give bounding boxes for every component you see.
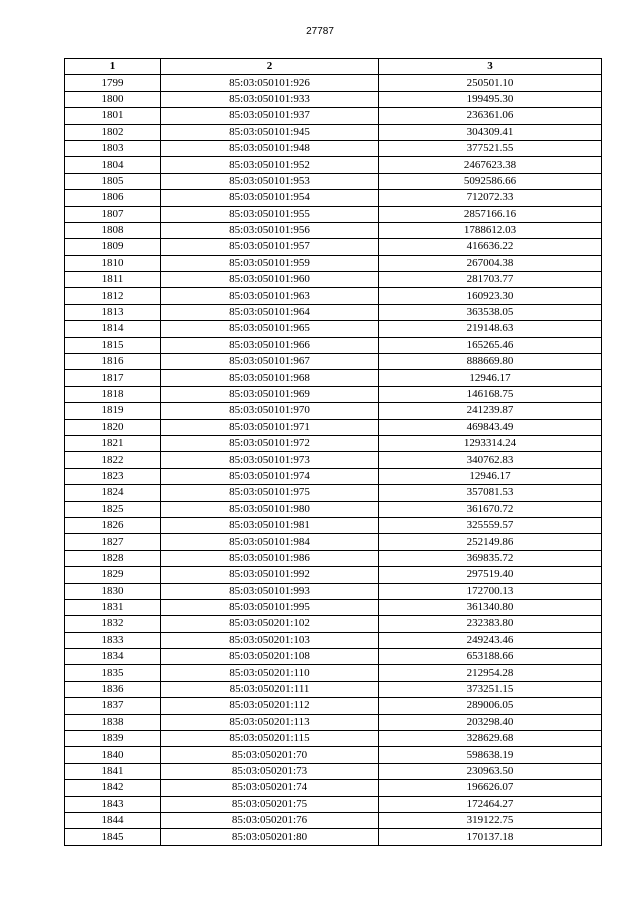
value-cell: 230963.50 <box>379 763 602 779</box>
value-cell: 236361.06 <box>379 108 602 124</box>
row-number-cell: 1841 <box>65 763 161 779</box>
value-cell: 357081.53 <box>379 485 602 501</box>
row-number-cell: 1840 <box>65 747 161 763</box>
row-number-cell: 1806 <box>65 190 161 206</box>
table-row <box>65 632 602 648</box>
value-cell: 328629.68 <box>379 731 602 747</box>
value-cell: 340762.83 <box>379 452 602 468</box>
table-row <box>65 124 602 140</box>
value-cell: 196626.07 <box>379 780 602 796</box>
cadastral-number-cell: 85:03:050101:970 <box>161 403 379 419</box>
row-number-cell: 1812 <box>65 288 161 304</box>
value-cell: 304309.41 <box>379 124 602 140</box>
row-number-cell: 1803 <box>65 140 161 156</box>
table-row <box>65 173 602 189</box>
data-table <box>64 58 602 846</box>
cadastral-number-cell: 85:03:050101:992 <box>161 567 379 583</box>
row-number-cell: 1800 <box>65 91 161 107</box>
table-row <box>65 206 602 222</box>
table-row <box>65 386 602 402</box>
value-cell: 1293314.24 <box>379 435 602 451</box>
cadastral-number-cell: 85:03:050101:981 <box>161 517 379 533</box>
cadastral-number-cell: 85:03:050201:115 <box>161 731 379 747</box>
table-row <box>65 190 602 206</box>
cadastral-number-cell: 85:03:050101:975 <box>161 485 379 501</box>
value-cell: 416636.22 <box>379 239 602 255</box>
cadastral-number-cell: 85:03:050101:972 <box>161 435 379 451</box>
cadastral-number-cell: 85:03:050101:995 <box>161 599 379 615</box>
cadastral-number-cell: 85:03:050101:945 <box>161 124 379 140</box>
table-row <box>65 780 602 796</box>
row-number-cell: 1828 <box>65 550 161 566</box>
value-cell: 241239.87 <box>379 403 602 419</box>
table-row <box>65 517 602 533</box>
value-cell: 2467623.38 <box>379 157 602 173</box>
table-row <box>65 91 602 107</box>
table-row <box>65 649 602 665</box>
cadastral-number-cell: 85:03:050101:953 <box>161 173 379 189</box>
value-cell: 2857166.16 <box>379 206 602 222</box>
cadastral-number-cell: 85:03:050101:955 <box>161 206 379 222</box>
table-row <box>65 288 602 304</box>
row-number-cell: 1807 <box>65 206 161 222</box>
value-cell: 170137.18 <box>379 829 602 845</box>
value-cell: 363538.05 <box>379 304 602 320</box>
table-row <box>65 714 602 730</box>
row-number-cell: 1817 <box>65 370 161 386</box>
cadastral-number-cell: 85:03:050101:964 <box>161 304 379 320</box>
cadastral-number-cell: 85:03:050201:108 <box>161 649 379 665</box>
table-row <box>65 616 602 632</box>
cadastral-number-cell: 85:03:050201:111 <box>161 681 379 697</box>
row-number-cell: 1815 <box>65 337 161 353</box>
table-row <box>65 665 602 681</box>
table-row <box>65 370 602 386</box>
cadastral-number-cell: 85:03:050101:965 <box>161 321 379 337</box>
row-number-cell: 1821 <box>65 435 161 451</box>
table-row <box>65 468 602 484</box>
cadastral-number-cell: 85:03:050201:73 <box>161 763 379 779</box>
value-cell: 1788612.03 <box>379 222 602 238</box>
value-cell: 12946.17 <box>379 468 602 484</box>
table-row <box>65 829 602 845</box>
table-row <box>65 747 602 763</box>
value-cell: 250501.10 <box>379 75 602 91</box>
table-row <box>65 583 602 599</box>
cadastral-number-cell: 85:03:050201:75 <box>161 796 379 812</box>
row-number-cell: 1802 <box>65 124 161 140</box>
value-cell: 172464.27 <box>379 796 602 812</box>
table-row <box>65 75 602 91</box>
value-cell: 249243.46 <box>379 632 602 648</box>
row-number-cell: 1844 <box>65 812 161 828</box>
table-row <box>65 567 602 583</box>
row-number-cell: 1808 <box>65 222 161 238</box>
table-row <box>65 272 602 288</box>
table-row <box>65 501 602 517</box>
row-number-cell: 1823 <box>65 468 161 484</box>
value-cell: 172700.13 <box>379 583 602 599</box>
row-number-cell: 1825 <box>65 501 161 517</box>
row-number-cell: 1809 <box>65 239 161 255</box>
cadastral-number-cell: 85:03:050101:937 <box>161 108 379 124</box>
table-row <box>65 763 602 779</box>
cadastral-number-cell: 85:03:050101:968 <box>161 370 379 386</box>
cadastral-number-cell: 85:03:050101:959 <box>161 255 379 271</box>
table-row <box>65 222 602 238</box>
row-number-cell: 1834 <box>65 649 161 665</box>
row-number-cell: 1838 <box>65 714 161 730</box>
table-row <box>65 140 602 156</box>
cadastral-number-cell: 85:03:050101:967 <box>161 354 379 370</box>
value-cell: 12946.17 <box>379 370 602 386</box>
table-row <box>65 419 602 435</box>
value-cell: 252149.86 <box>379 534 602 550</box>
cadastral-number-cell: 85:03:050101:993 <box>161 583 379 599</box>
cadastral-number-cell: 85:03:050101:969 <box>161 386 379 402</box>
row-number-cell: 1824 <box>65 485 161 501</box>
value-cell: 297519.40 <box>379 567 602 583</box>
cadastral-number-cell: 85:03:050101:954 <box>161 190 379 206</box>
value-cell: 160923.30 <box>379 288 602 304</box>
value-cell: 469843.49 <box>379 419 602 435</box>
value-cell: 373251.15 <box>379 681 602 697</box>
value-cell: 888669.80 <box>379 354 602 370</box>
page-number: 27787 <box>306 26 334 37</box>
cadastral-number-cell: 85:03:050101:973 <box>161 452 379 468</box>
row-number-cell: 1836 <box>65 681 161 697</box>
row-number-cell: 1813 <box>65 304 161 320</box>
cadastral-number-cell: 85:03:050201:102 <box>161 616 379 632</box>
row-number-cell: 1818 <box>65 386 161 402</box>
value-cell: 146168.75 <box>379 386 602 402</box>
table-row <box>65 534 602 550</box>
cadastral-number-cell: 85:03:050101:926 <box>161 75 379 91</box>
table-row <box>65 681 602 697</box>
row-number-cell: 1820 <box>65 419 161 435</box>
row-number-cell: 1839 <box>65 731 161 747</box>
table-row <box>65 452 602 468</box>
table-row <box>65 337 602 353</box>
table-header-row <box>65 59 602 75</box>
cadastral-number-cell: 85:03:050201:80 <box>161 829 379 845</box>
row-number-cell: 1816 <box>65 354 161 370</box>
row-number-cell: 1832 <box>65 616 161 632</box>
cadastral-number-cell: 85:03:050101:960 <box>161 272 379 288</box>
row-number-cell: 1831 <box>65 599 161 615</box>
cadastral-number-cell: 85:03:050101:952 <box>161 157 379 173</box>
value-cell: 325559.57 <box>379 517 602 533</box>
value-cell: 319122.75 <box>379 812 602 828</box>
row-number-cell: 1814 <box>65 321 161 337</box>
value-cell: 267004.38 <box>379 255 602 271</box>
table-row <box>65 403 602 419</box>
cadastral-number-cell: 85:03:050101:948 <box>161 140 379 156</box>
value-cell: 361670.72 <box>379 501 602 517</box>
row-number-cell: 1826 <box>65 517 161 533</box>
value-cell: 212954.28 <box>379 665 602 681</box>
row-number-cell: 1810 <box>65 255 161 271</box>
cadastral-number-cell: 85:03:050201:70 <box>161 747 379 763</box>
row-number-cell: 1843 <box>65 796 161 812</box>
cadastral-number-cell: 85:03:050201:103 <box>161 632 379 648</box>
cadastral-number-cell: 85:03:050101:971 <box>161 419 379 435</box>
row-number-cell: 1805 <box>65 173 161 189</box>
table-body <box>65 75 602 845</box>
row-number-cell: 1845 <box>65 829 161 845</box>
row-number-cell: 1829 <box>65 567 161 583</box>
cadastral-number-cell: 85:03:050201:110 <box>161 665 379 681</box>
table-row <box>65 304 602 320</box>
value-cell: 199495.30 <box>379 91 602 107</box>
cadastral-number-cell: 85:03:050101:966 <box>161 337 379 353</box>
row-number-cell: 1835 <box>65 665 161 681</box>
table-row <box>65 354 602 370</box>
table-row <box>65 796 602 812</box>
value-cell: 289006.05 <box>379 698 602 714</box>
cadastral-number-cell: 85:03:050201:74 <box>161 780 379 796</box>
cadastral-number-cell: 85:03:050201:76 <box>161 812 379 828</box>
column-header: 1 <box>65 59 161 75</box>
table-row <box>65 812 602 828</box>
row-number-cell: 1833 <box>65 632 161 648</box>
row-number-cell: 1830 <box>65 583 161 599</box>
value-cell: 712072.33 <box>379 190 602 206</box>
table-row <box>65 550 602 566</box>
row-number-cell: 1801 <box>65 108 161 124</box>
table-row <box>65 435 602 451</box>
value-cell: 219148.63 <box>379 321 602 337</box>
row-number-cell: 1842 <box>65 780 161 796</box>
table-row <box>65 108 602 124</box>
cadastral-number-cell: 85:03:050201:112 <box>161 698 379 714</box>
cadastral-number-cell: 85:03:050101:984 <box>161 534 379 550</box>
table-row <box>65 239 602 255</box>
value-cell: 5092586.66 <box>379 173 602 189</box>
value-cell: 598638.19 <box>379 747 602 763</box>
cadastral-number-cell: 85:03:050101:974 <box>161 468 379 484</box>
cadastral-number-cell: 85:03:050101:933 <box>161 91 379 107</box>
value-cell: 369835.72 <box>379 550 602 566</box>
value-cell: 377521.55 <box>379 140 602 156</box>
table-row <box>65 485 602 501</box>
value-cell: 361340.80 <box>379 599 602 615</box>
cadastral-number-cell: 85:03:050101:980 <box>161 501 379 517</box>
cadastral-number-cell: 85:03:050101:956 <box>161 222 379 238</box>
value-cell: 653188.66 <box>379 649 602 665</box>
row-number-cell: 1811 <box>65 272 161 288</box>
cadastral-number-cell: 85:03:050101:986 <box>161 550 379 566</box>
value-cell: 232383.80 <box>379 616 602 632</box>
value-cell: 203298.40 <box>379 714 602 730</box>
cadastral-number-cell: 85:03:050101:963 <box>161 288 379 304</box>
row-number-cell: 1837 <box>65 698 161 714</box>
table-row <box>65 157 602 173</box>
value-cell: 165265.46 <box>379 337 602 353</box>
cadastral-number-cell: 85:03:050101:957 <box>161 239 379 255</box>
table-row <box>65 731 602 747</box>
column-header: 3 <box>379 59 602 75</box>
row-number-cell: 1827 <box>65 534 161 550</box>
table-row <box>65 599 602 615</box>
row-number-cell: 1804 <box>65 157 161 173</box>
row-number-cell: 1819 <box>65 403 161 419</box>
value-cell: 281703.77 <box>379 272 602 288</box>
table-row <box>65 321 602 337</box>
table-row <box>65 698 602 714</box>
row-number-cell: 1799 <box>65 75 161 91</box>
column-header: 2 <box>161 59 379 75</box>
table-row <box>65 255 602 271</box>
cadastral-number-cell: 85:03:050201:113 <box>161 714 379 730</box>
row-number-cell: 1822 <box>65 452 161 468</box>
